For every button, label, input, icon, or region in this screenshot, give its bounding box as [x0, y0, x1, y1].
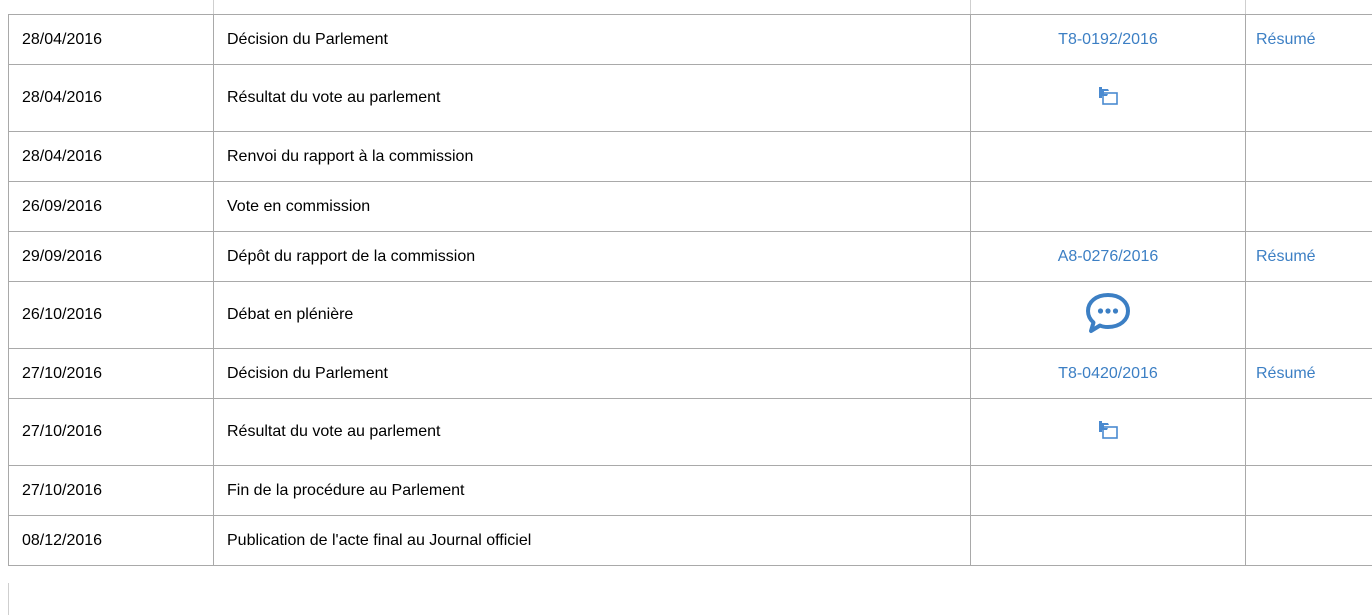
reference-cell [971, 282, 1246, 349]
table-row [9, 15, 1372, 65]
summary-cell [1246, 15, 1372, 65]
table-row [9, 282, 1372, 349]
event-description: Dépôt du rapport de la commission [214, 232, 971, 282]
summary-cell [1246, 399, 1372, 466]
summary-cell [1246, 282, 1372, 349]
summary-cell [1246, 232, 1372, 282]
table-row [9, 516, 1372, 566]
reference-cell [971, 182, 1246, 232]
table-row [9, 232, 1372, 282]
table-row [9, 132, 1372, 182]
reference-cell [971, 132, 1246, 182]
column-divider-stub [213, 0, 214, 14]
reference-cell [971, 399, 1246, 466]
summary-link[interactable]: Résumé [1256, 30, 1316, 48]
event-date: 27/10/2016 [9, 466, 214, 516]
reference-cell [971, 15, 1246, 65]
summary-cell [1246, 132, 1372, 182]
event-description: Décision du Parlement [214, 15, 971, 65]
document-reference-link[interactable]: T8-0192/2016 [1058, 30, 1158, 48]
event-description: Débat en plénière [214, 282, 971, 349]
reference-cell [971, 466, 1246, 516]
vote-results-icon[interactable] [1097, 419, 1119, 446]
table-row [9, 182, 1372, 232]
document-reference-link[interactable]: T8-0420/2016 [1058, 364, 1158, 382]
event-date: 27/10/2016 [9, 349, 214, 399]
event-date: 26/10/2016 [9, 282, 214, 349]
key-events-table [8, 14, 1372, 566]
event-description: Renvoi du rapport à la commission [214, 132, 971, 182]
reference-cell [971, 516, 1246, 566]
table-row [9, 466, 1372, 516]
event-description: Publication de l'acte final au Journal officiel [214, 516, 971, 566]
reference-cell [971, 65, 1246, 132]
event-date: 28/04/2016 [9, 132, 214, 182]
summary-cell [1246, 349, 1372, 399]
event-date: 27/10/2016 [9, 399, 214, 466]
summary-link[interactable]: Résumé [1256, 364, 1316, 382]
summary-cell [1246, 466, 1372, 516]
event-description: Décision du Parlement [214, 349, 971, 399]
event-date: 08/12/2016 [9, 516, 214, 566]
column-divider-stub [970, 0, 971, 14]
summary-cell [1246, 182, 1372, 232]
event-description: Résultat du vote au parlement [214, 65, 971, 132]
event-date: 28/04/2016 [9, 65, 214, 132]
event-description: Vote en commission [214, 182, 971, 232]
table-row [9, 399, 1372, 466]
debate-speech-bubble-icon[interactable] [1084, 292, 1132, 339]
reference-cell [971, 349, 1246, 399]
table-border-stub [8, 583, 9, 615]
event-date: 28/04/2016 [9, 15, 214, 65]
table-row [9, 349, 1372, 399]
event-date: 26/09/2016 [9, 182, 214, 232]
event-description: Fin de la procédure au Parlement [214, 466, 971, 516]
reference-cell [971, 232, 1246, 282]
column-divider-stub [1245, 0, 1246, 14]
summary-link[interactable]: Résumé [1256, 247, 1316, 265]
summary-cell [1246, 516, 1372, 566]
event-date: 29/09/2016 [9, 232, 214, 282]
vote-results-icon[interactable] [1097, 85, 1119, 112]
summary-cell [1246, 65, 1372, 132]
table-row [9, 65, 1372, 132]
document-reference-link[interactable]: A8-0276/2016 [1057, 247, 1159, 265]
event-description: Résultat du vote au parlement [214, 399, 971, 466]
